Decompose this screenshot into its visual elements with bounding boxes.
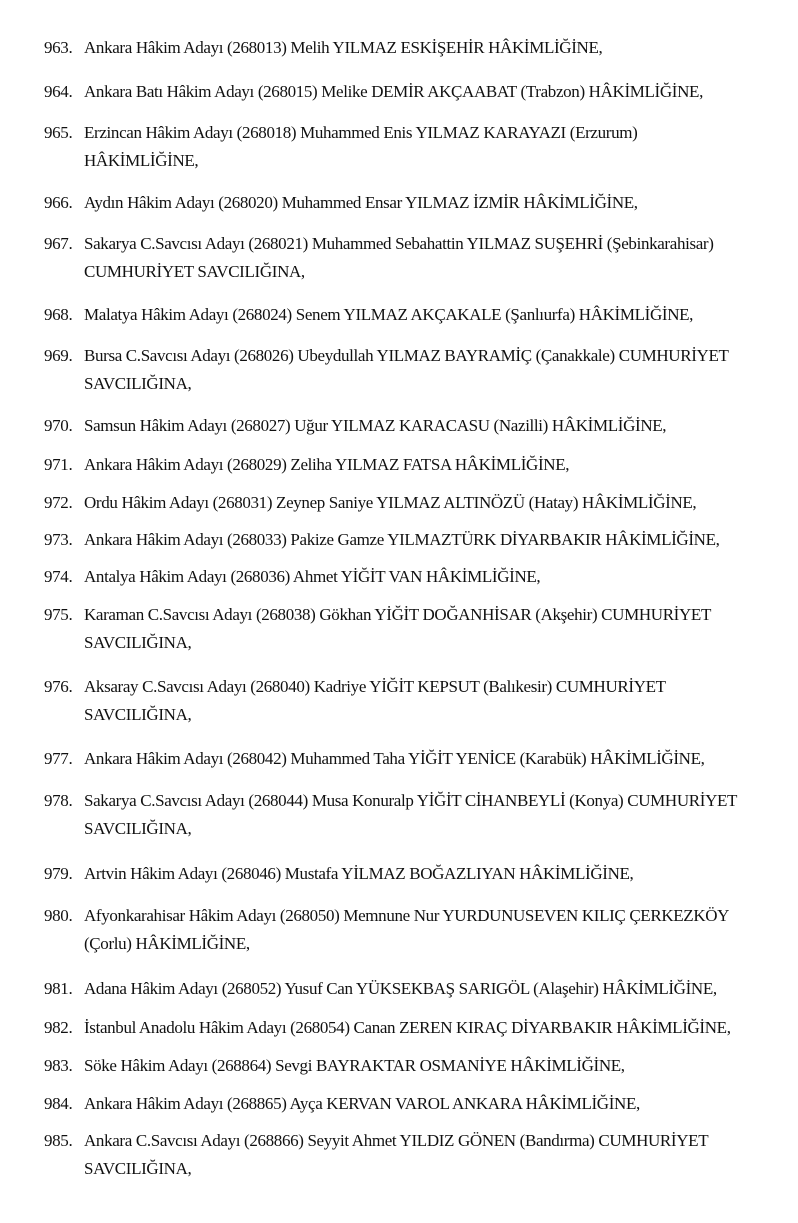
item-number: 983. — [44, 1056, 73, 1075]
item-number: 974. — [44, 567, 73, 586]
item-number: 977. — [44, 749, 73, 768]
item-text: Ankara Hâkim Adayı (268042) Muhammed Taha YİĞİT YENİCE (Karabük) HÂKİMLİĞİNE, — [84, 749, 705, 768]
item-number: 982. — [44, 1018, 73, 1037]
item-number: 963. — [44, 38, 73, 57]
item-number: 978. — [44, 791, 73, 810]
item-number: 964. — [44, 82, 73, 101]
item-number: 965. — [44, 123, 73, 142]
item-text: Erzincan Hâkim Adayı (268018) Muhammed Enis YILMAZ KARAYAZI (Erzurum) — [84, 123, 638, 142]
item-text: Ankara Batı Hâkim Adayı (268015) Melike DEMİR AKÇAABAT (Trabzon) HÂKİMLİĞİNE, — [84, 82, 703, 101]
item-text: Aydın Hâkim Adayı (268020) Muhammed Ensar YILMAZ İZMİR HÂKİMLİĞİNE, — [84, 193, 638, 212]
item-text-continuation: HÂKİMLİĞİNE, — [84, 151, 199, 170]
item-text: Ankara C.Savcısı Adayı (268866) Seyyit Ahmet YILDIZ GÖNEN (Bandırma) CUMHURİYET — [84, 1131, 709, 1150]
item-text: Ankara Hâkim Adayı (268029) Zeliha YILMAZ FATSA HÂKİMLİĞİNE, — [84, 455, 570, 474]
item-text-continuation: SAVCILIĞINA, — [84, 633, 192, 652]
item-text: Aksaray C.Savcısı Adayı (268040) Kadriye YİĞİT KEPSUT (Balıkesir) CUMHURİYET — [84, 677, 666, 696]
item-text-continuation: SAVCILIĞINA, — [84, 374, 192, 393]
item-number: 972. — [44, 493, 73, 512]
item-text: Ankara Hâkim Adayı (268013) Melih YILMAZ ESKİŞEHİR HÂKİMLİĞİNE, — [84, 38, 603, 57]
item-text-continuation: CUMHURİYET SAVCILIĞINA, — [84, 262, 305, 281]
item-number: 976. — [44, 677, 73, 696]
item-number: 967. — [44, 234, 73, 253]
item-text: Adana Hâkim Adayı (268052) Yusuf Can YÜKSEKBAŞ SARIGÖL (Alaşehir) HÂKİMLİĞİNE, — [84, 979, 717, 998]
item-text: Söke Hâkim Adayı (268864) Sevgi BAYRAKTAR OSMANİYE HÂKİMLİĞİNE, — [84, 1056, 625, 1075]
item-number: 969. — [44, 346, 73, 365]
item-text: Bursa C.Savcısı Adayı (268026) Ubeydullah YILMAZ BAYRAMİÇ (Çanakkale) CUMHURİYET — [84, 346, 729, 365]
item-number: 979. — [44, 864, 73, 883]
item-text: Ankara Hâkim Adayı (268865) Ayça KERVAN VAROL ANKARA HÂKİMLİĞİNE, — [84, 1094, 640, 1113]
item-text: Artvin Hâkim Adayı (268046) Mustafa YİLMAZ BOĞAZLIYAN HÂKİMLİĞİNE, — [84, 864, 634, 883]
item-text: Sakarya C.Savcısı Adayı (268021) Muhammed Sebahattin YILMAZ SUŞEHRİ (Şebinkarahisar) — [84, 234, 714, 253]
item-text: Karaman C.Savcısı Adayı (268038) Gökhan YİĞİT DOĞANHİSAR (Akşehir) CUMHURİYET — [84, 605, 711, 624]
item-text: Ordu Hâkim Adayı (268031) Zeynep Saniye YILMAZ ALTINÖZÜ (Hatay) HÂKİMLİĞİNE, — [84, 493, 697, 512]
item-number: 984. — [44, 1094, 73, 1113]
item-text-continuation: SAVCILIĞINA, — [84, 705, 192, 724]
item-number: 975. — [44, 605, 73, 624]
item-text: Ankara Hâkim Adayı (268033) Pakize Gamze YILMAZTÜRK DİYARBAKIR HÂKİMLİĞİNE, — [84, 530, 720, 549]
item-text-continuation: SAVCILIĞINA, — [84, 1159, 192, 1178]
item-text: Malatya Hâkim Adayı (268024) Senem YILMAZ AKÇAKALE (Şanlıurfa) HÂKİMLİĞİNE, — [84, 305, 694, 324]
item-text-continuation: SAVCILIĞINA, — [84, 819, 192, 838]
item-text: Afyonkarahisar Hâkim Adayı (268050) Memnune Nur YURDUNUSEVEN KILIÇ ÇERKEZKÖY — [84, 906, 730, 925]
item-text: İstanbul Anadolu Hâkim Adayı (268054) Canan ZEREN KIRAÇ DİYARBAKIR HÂKİMLİĞİNE, — [84, 1018, 731, 1037]
item-text-continuation: (Çorlu) HÂKİMLİĞİNE, — [84, 934, 250, 953]
item-number: 968. — [44, 305, 73, 324]
item-text: Sakarya C.Savcısı Adayı (268044) Musa Konuralp YİĞİT CİHANBEYLİ (Konya) CUMHURİYET — [84, 791, 738, 810]
item-number: 973. — [44, 530, 73, 549]
item-number: 980. — [44, 906, 73, 925]
item-number: 985. — [44, 1131, 73, 1150]
item-number: 971. — [44, 455, 73, 474]
item-number: 966. — [44, 193, 73, 212]
item-number: 970. — [44, 416, 73, 435]
item-text: Samsun Hâkim Adayı (268027) Uğur YILMAZ KARACASU (Nazilli) HÂKİMLİĞİNE, — [84, 416, 667, 435]
item-text: Antalya Hâkim Adayı (268036) Ahmet YİĞİT VAN HÂKİMLİĞİNE, — [84, 567, 541, 586]
item-number: 981. — [44, 979, 73, 998]
